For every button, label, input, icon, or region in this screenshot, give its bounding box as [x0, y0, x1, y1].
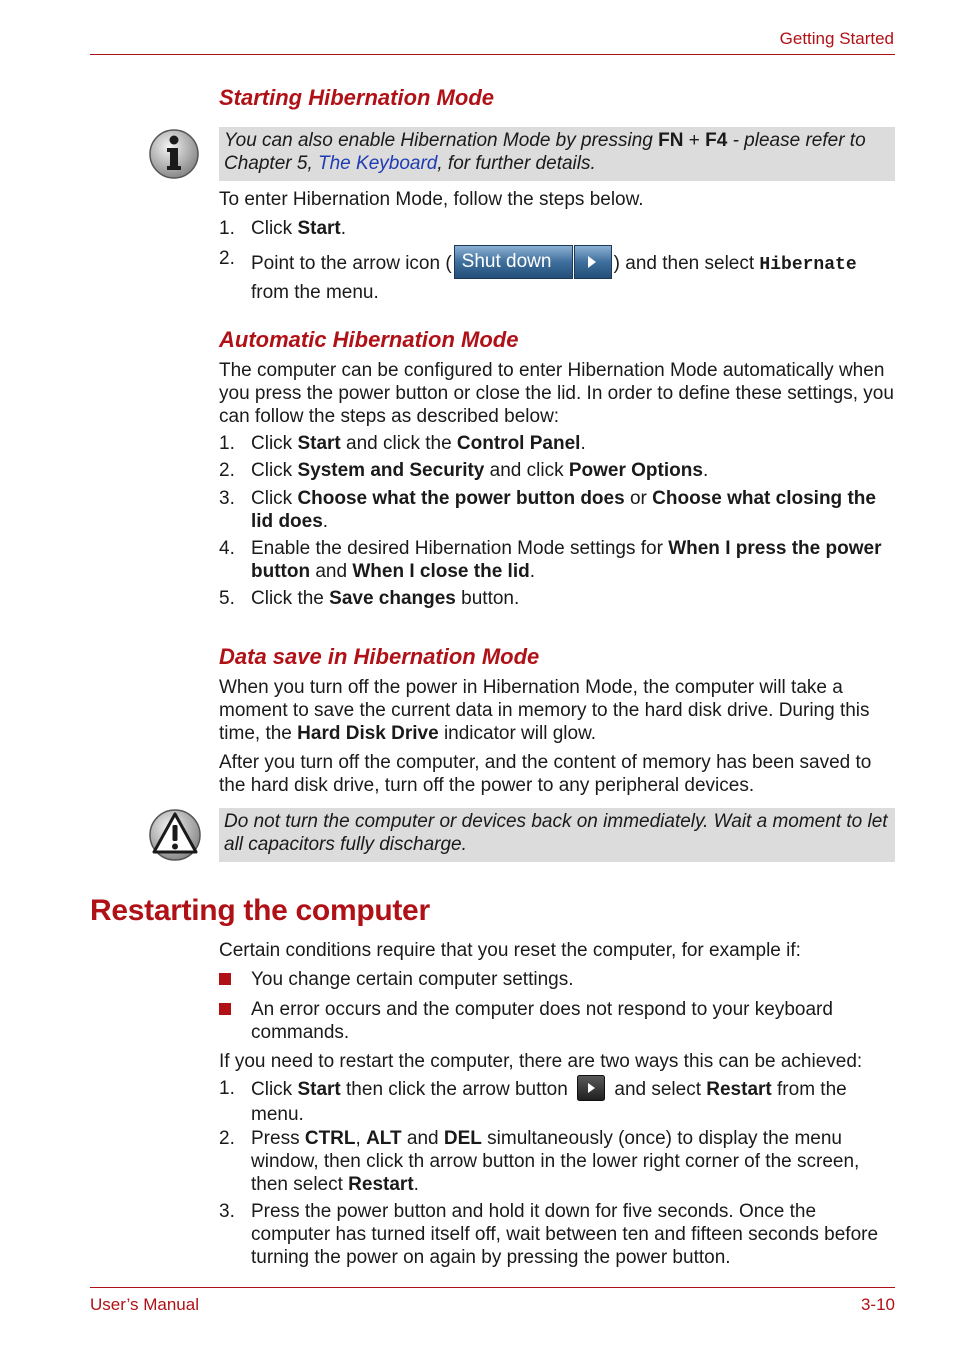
data-save-paragraph: When you turn off the power in Hibernation Mode, the computer will take a moment to save the current data in memory to the hard disk drive. During this time, the Hard Disk Drive indicator will glow.	[219, 677, 870, 744]
bullet-square-icon	[219, 973, 231, 985]
caution-note: Do not turn the computer or devices back on immediately. Wait a moment to let all capacitors fully discharge.	[219, 808, 895, 862]
arrow-button-icon	[577, 1075, 605, 1101]
automatic-intro: The computer can be configured to enter Hibernation Mode automatically when you press the power button or close the lid. In order to define these settings, you can follow the steps as described below:	[219, 360, 894, 427]
link-the-keyboard[interactable]: The Keyboard	[318, 153, 438, 174]
caution-icon	[148, 808, 202, 862]
heading-starting-hibernation: Starting Hibernation Mode	[219, 85, 494, 110]
heading-restarting: Restarting the computer	[90, 894, 430, 927]
shut-down-button	[454, 245, 612, 279]
restart-ways: If you need to restart the computer, there are two ways this can be achieved:	[219, 1051, 863, 1072]
running-header: Getting Started	[779, 29, 894, 48]
page-number: 3-10	[860, 1295, 895, 1314]
steps-intro: To enter Hibernation Mode, follow the steps below.	[219, 189, 644, 210]
restart-intro: Certain conditions require that you reset the computer, for example if:	[219, 940, 801, 961]
bullet-square-icon	[219, 1003, 231, 1015]
footer-manual-title: User’s Manual	[90, 1295, 199, 1314]
info-icon	[148, 128, 200, 180]
shut-down-label: Shut down	[461, 251, 552, 272]
footer-rule	[90, 1287, 895, 1288]
peripheral-paragraph: After you turn off the computer, and the content of memory has been saved to the hard disk drive, turn off the power to any peripheral devices.	[219, 752, 872, 796]
heading-data-save: Data save in Hibernation Mode	[219, 644, 540, 669]
heading-automatic-hibernation: Automatic Hibernation Mode	[219, 327, 519, 352]
header-rule	[90, 54, 895, 55]
note-hibernation-shortcut: You can also enable Hibernation Mode by pressing FN + F4 - please refer to Chapter 5, The Keyboard, for further details.	[219, 127, 895, 181]
